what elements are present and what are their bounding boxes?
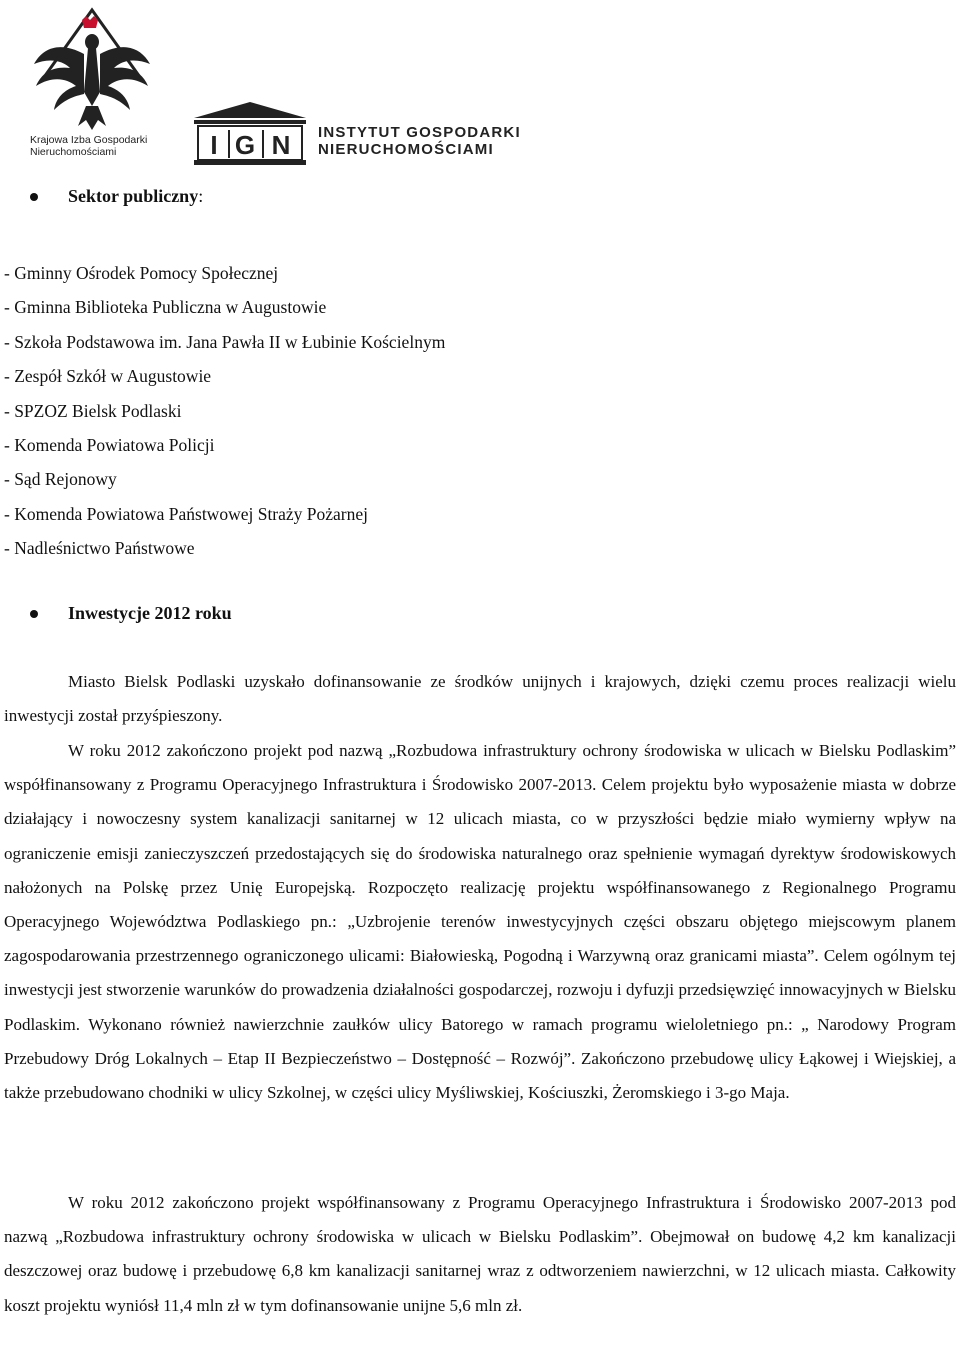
bullet-icon: [30, 193, 38, 201]
ign-letter-n: N: [271, 130, 291, 160]
ign-letter-g: G: [234, 130, 256, 160]
list-item: - Gminny Ośrodek Pomocy Społecznej: [4, 263, 279, 283]
ign-name: INSTYTUT GOSPODARKI NIERUCHOMOŚCIAMI: [318, 124, 521, 158]
list-item: - Nadleśnictwo Państwowe: [4, 538, 195, 559]
list-item: - Zespół Szkół w Augustowie: [4, 366, 212, 387]
institution-list: [4, 256, 445, 566]
ign-temple-logo: [190, 100, 310, 166]
paragraph-1: W roku 2012 zakończono projekt pod nazwą „Rozbudowa infrastruktury ochrony środowiska w ulicach w Bielsku Podlaskim” współfinansowany z Programu Operacyjnego Infrastruktura i Środowisko 2007-2013. Celem projektu było wyposażenie miasta w dobrze działający i nowoczesny system kanalizacji sanitarnej w 12 ulicach miasta, co w przyszłości będzie miało wymierny wpływ na ograniczenie emisji zanieczyszczeń przedostających się do środowiska naturalnego oraz spełnienie wymagań dyrektyw środowiskowych nałożonych na Polskę przez Unię Europejską. Rozpoczęto realizację projektu współfinansowanego z Regionalnego Programu Operacyjnego Województwa Podlaskiego pn.: „Uzbrojenie terenów inwestycyjnych części obszaru objętego miejscowym planem zagospodarowania przestrzennego ograniczonego ulicami: Białowieską, Pogodną i Warzywną oraz granicami miasta”. Celem ogólnym tej inwestycji jest stworzenie warunków do prowadzenia działalności gospodarczej, rozwoju i dyfuzji przedsięwzięć innowacyjnych w Bielsku Podlaskim. Wykonano również nawierzchnie zaułków ulicy Batorego w ramach programu wieloletniego pn.: „ Narodowy Program Przebudowy Dróg Lokalnych – Etap II Bezpieczeństwo – Dostępność – Rozwój”. Zakończono przebudowę ulicy Łąkowej i Wiejskiej, a także przebudowano chodniki w ulicy Szkolnej, w części ulicy Myśliwskiej, Kościuszki, Żeromskiego i 3-go Maja.: [4, 741, 956, 1103]
kig-name: Krajowa Izba Gospodarki Nieruchomościami: [30, 134, 148, 158]
list-item: - SPZOZ Bielsk Podlaski: [4, 400, 182, 421]
list-item: - Gminna Biblioteka Publiczna w Augustowie: [4, 297, 327, 318]
ign-letter-i: I: [210, 130, 218, 160]
bullet-icon: [30, 610, 38, 618]
intro-paragraph: Miasto Bielsk Podlaski uzyskało dofinansowanie ze środków unijnych i krajowych, dzięki czemu proces realizacji wielu inwestycji został przyśpieszony.: [4, 672, 956, 726]
list-item: - Komenda Powiatowa Policji: [4, 435, 215, 456]
list-item: - Komenda Powiatowa Państwowej Straży Pożarnej: [4, 503, 369, 524]
list-item: - Szkoła Podstawowa im. Jana Pawła II w Łubinie Kościelnym: [4, 331, 446, 352]
header-logos: [0, 0, 960, 180]
list-item: - Sąd Rejonowy: [4, 469, 117, 490]
paragraph-2: W roku 2012 zakończono projekt współfinansowany z Programu Operacyjnego Infrastruktura i Środowisko 2007-2013 pod nazwą „Rozbudowa infrastruktury ochrony środowiska w ulicach w Bielsku Podlaskim”. Obejmował on budowę 4,2 km kanalizacji deszczowej oraz budowę i przebudowę 6,8 km kanalizacji sanitarnej wraz z odtworzeniem nawierzchni, w 12 ulicach miasta. Całkowity koszt projektu wyniósł 11,4 mln zł w tym dofinansowanie unijne 5,6 mln zł.: [4, 1193, 956, 1315]
